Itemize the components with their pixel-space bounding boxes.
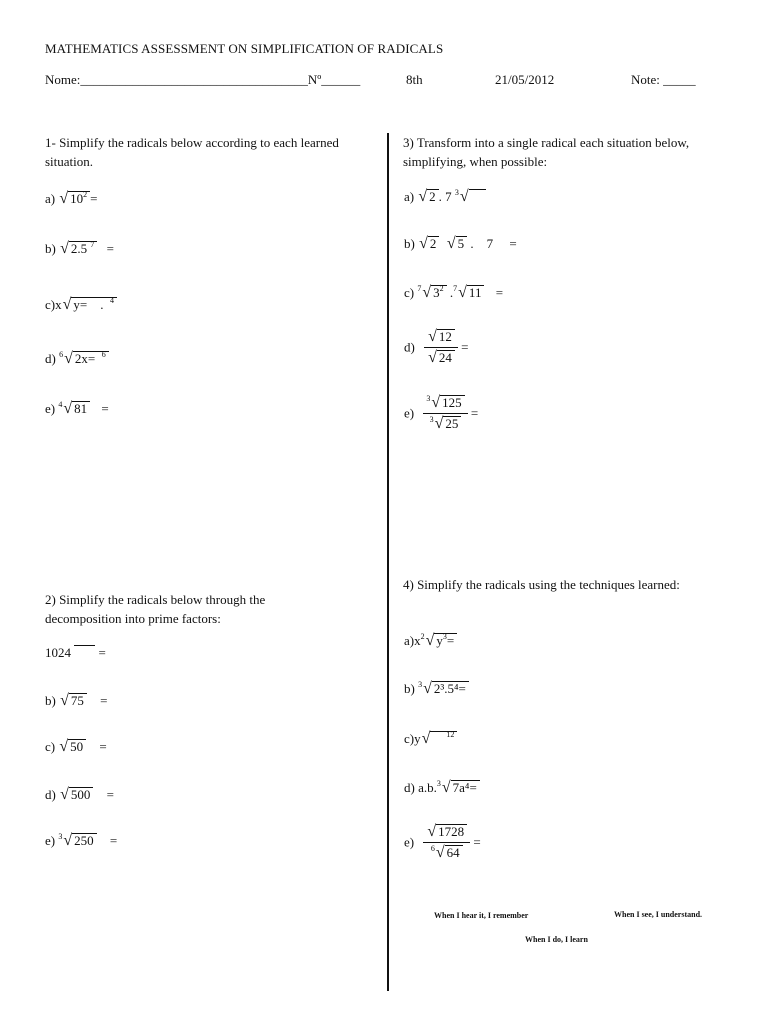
equals: = [109, 833, 118, 848]
equals: . 7 = [470, 236, 517, 251]
radicand: 1024 [45, 645, 71, 660]
item-label: e) [45, 401, 56, 416]
radicand: 5 [456, 236, 468, 251]
radical-icon: √ [60, 240, 69, 257]
radicand: 50 [68, 739, 86, 754]
radical-icon: √ [63, 400, 73, 417]
item-label: a)x [404, 633, 421, 648]
equals: = [98, 645, 106, 660]
item-label: c)x [45, 297, 62, 312]
quote-hear: When I hear it, I remember [434, 911, 529, 920]
radicand: 2³.5⁴= [432, 681, 469, 696]
item-label: e) [404, 405, 415, 421]
item-label: a) [404, 189, 415, 204]
root-index: 4 [58, 400, 63, 409]
radicand: 7a⁴= [451, 780, 480, 795]
q2-item-e [45, 832, 117, 850]
exponent: 2 [83, 190, 88, 199]
radical-icon: √ [60, 786, 69, 803]
q3-instruction: 3) Transform into a single radical each situation below, simplifying, when possible: [403, 135, 690, 169]
root-index: 3 [418, 680, 423, 689]
item-label: d) [45, 787, 56, 802]
item-label: e) [45, 833, 56, 848]
equals: = [99, 739, 107, 754]
factor: . 7 [438, 189, 452, 204]
radical-icon: √ [428, 349, 437, 366]
radicand: 2 [428, 236, 440, 251]
numerator: 1728 [436, 824, 467, 839]
q1-item-d [45, 350, 109, 368]
radicand: 11 [467, 285, 485, 300]
radicand: y [436, 633, 443, 648]
root-index: 3 [429, 415, 434, 424]
exponent: 2 [439, 284, 444, 293]
radical-icon: √ [423, 680, 432, 697]
q3-item-c: c) $^7$√ $3^2$ .$^7$√ 11 = [404, 284, 504, 301]
q4-item-a [404, 632, 457, 650]
column-divider [387, 133, 389, 991]
root-index: 3 [454, 188, 459, 197]
exponent: 3 [442, 632, 447, 641]
fraction [423, 394, 467, 433]
q1-item-a [45, 190, 97, 208]
exponent: 6 [101, 350, 106, 359]
equals: = [106, 787, 114, 802]
radical-icon: √ [418, 188, 428, 205]
radicand: 10 [70, 191, 84, 206]
radical-icon: √ [60, 692, 69, 709]
radical-icon: √ [459, 188, 469, 205]
root-index: 6 [59, 350, 64, 359]
radical-icon: √ [419, 235, 428, 252]
equals: = [101, 401, 109, 416]
equals: = [473, 834, 481, 850]
root-index: 7 [453, 284, 458, 293]
q3-item-d [404, 328, 468, 367]
radical-icon: √ [421, 730, 431, 747]
quote-see: When I see, I understand. [614, 910, 703, 919]
radical-icon: √ [422, 284, 432, 301]
item-label: a) [45, 191, 56, 206]
q2-item-a [45, 645, 106, 661]
radicand: y= [73, 297, 88, 312]
root-index: 3 [426, 394, 431, 403]
q1-item-b [45, 240, 114, 258]
q4-item-c [404, 730, 457, 748]
denominator: 24 [437, 350, 455, 365]
item-label: d) [45, 351, 56, 366]
q1-item-c: c)x√ y= . $^4$ [45, 296, 117, 314]
radical-icon: √ [427, 823, 437, 840]
item-label: d) [404, 339, 415, 355]
denominator: 25 [443, 416, 461, 431]
q3-item-a [404, 188, 486, 206]
item-label: c) [404, 285, 415, 300]
root-index: 3 [436, 779, 441, 788]
radical-icon: √ [59, 738, 69, 755]
q1-item-e [45, 400, 109, 418]
q1-instruction: 1- Simplify the radicals below according to each learned situation. [45, 135, 339, 169]
equals: = [106, 241, 114, 256]
numerator: 12 [437, 329, 455, 344]
radicand: 250 [72, 833, 97, 848]
exponent: 4 [109, 296, 114, 305]
radicand: 2 [427, 189, 439, 204]
radical-icon: √ [62, 296, 72, 313]
item-label: b) [45, 241, 56, 256]
q2-instruction: 2) Simplify the radicals below through the decomposition into prime factors: [45, 592, 266, 626]
exponent: 7 [90, 240, 95, 249]
radical-icon: √ [425, 632, 435, 649]
equals: = [470, 405, 479, 421]
fraction [423, 823, 470, 862]
q4-item-b [404, 680, 469, 698]
q4-instruction: 4) Simplify the radicals using the techniques learned: [403, 577, 680, 592]
radical-icon: √ [441, 779, 451, 796]
radicand: 2x= [74, 351, 96, 366]
quote-do: When I do, I learn [525, 935, 588, 944]
grade: 8th [406, 72, 423, 87]
page-title: MATHEMATICS ASSESSMENT ON SIMPLIFICATION OF RADICALS [45, 41, 444, 56]
equals: = [495, 285, 504, 300]
equals: = [461, 339, 469, 355]
radical-icon: √ [431, 394, 441, 411]
radical-icon: √ [446, 235, 456, 252]
radical-icon: √ [434, 415, 444, 432]
equals: = [90, 191, 98, 206]
item-label: c)y [404, 731, 421, 746]
item-label: c) [45, 739, 56, 754]
radical-icon: √ [59, 190, 69, 207]
radicand: 75 [69, 693, 87, 708]
fraction [424, 328, 458, 367]
root-index: 2 [420, 632, 425, 641]
radical-icon: √ [428, 328, 437, 345]
radical-icon: √ [435, 844, 445, 861]
item-label: b) [404, 236, 415, 251]
equals: = [100, 693, 108, 708]
radical-icon: √ [458, 284, 467, 301]
root-index: 7 [417, 284, 422, 293]
radicand: 81 [72, 401, 90, 416]
root-index: 3 [58, 832, 63, 841]
item-label: e) [404, 834, 415, 850]
q2-item-c [45, 738, 107, 756]
q3-item-b [404, 235, 517, 253]
radicand: 2.5 [70, 241, 88, 256]
q2-item-d [45, 786, 114, 804]
item-label: b) [404, 681, 415, 696]
numerator: 125 [440, 395, 465, 410]
radical-icon: √ [64, 350, 73, 367]
denominator: 64 [445, 845, 463, 860]
q2-item-b [45, 692, 107, 710]
name-field: Nome:___________________________________Nº______ [45, 72, 361, 87]
radicand: 500 [69, 787, 94, 802]
note-field: Note: _____ [631, 72, 696, 87]
q4-item-e [404, 823, 481, 862]
item-label: b) [45, 693, 56, 708]
q3-item-e [404, 394, 478, 433]
exponent: 12 [446, 730, 455, 739]
item-label: d) a.b. [404, 780, 437, 795]
q4-item-d [404, 779, 480, 797]
radical-icon: √ [63, 832, 73, 849]
root-index: 6 [430, 844, 435, 853]
equals: = [446, 633, 455, 648]
radicand: 3 [433, 285, 440, 300]
date: 21/05/2012 [495, 72, 555, 87]
